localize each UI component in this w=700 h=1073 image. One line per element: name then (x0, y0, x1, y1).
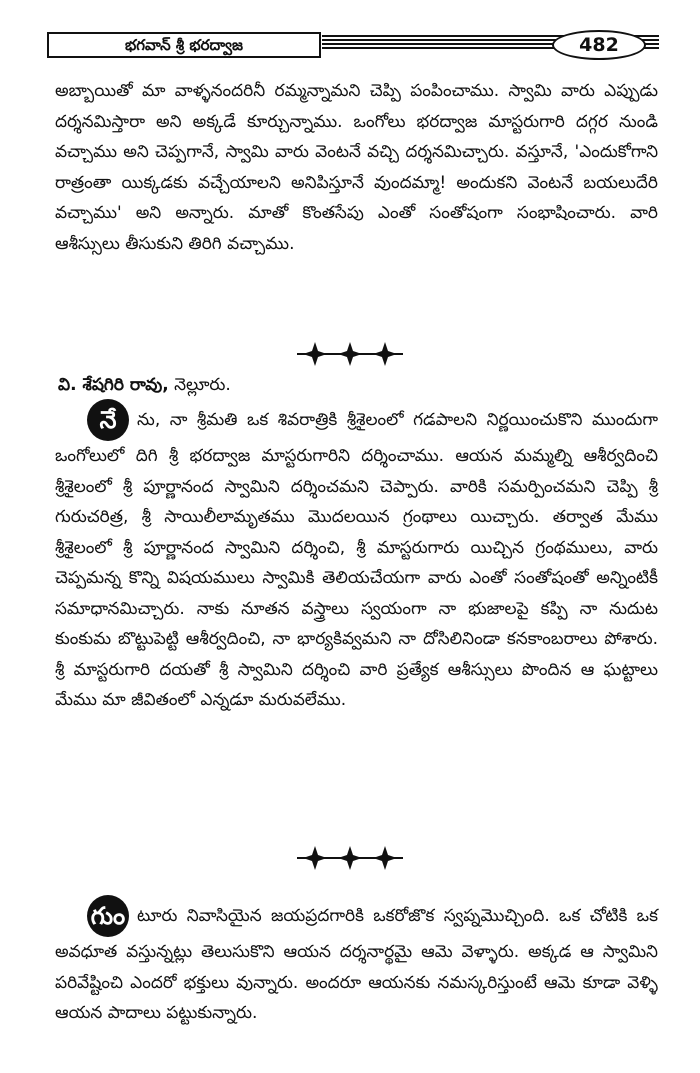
section-separator-ornament (297, 342, 403, 366)
page-number: 482 (552, 30, 646, 60)
story-body: టూరు నివాసియైన జయప్రదగారికి ఒకరోజొక స్వప్నమొచ్చింది. ఒక చోటికి ఒక అవధూత వస్తున్నట్లు తెలుసుకొని ఆయన దర్శనార్థమై ఆమె వెళ్ళారు. అక్కడ ఆ స్వామిని పరివేష్టించి ఎందరో భక్తులు వున్నారు. అందరూ ఆయనకు నమస్కరిస్తుంటే ఆమె కూడా వెళ్ళి ఆయన పాదాలు పట్టుకున్నారు. (55, 906, 658, 1023)
author-place: నెల్లూరు. (168, 375, 231, 395)
running-header (47, 30, 659, 58)
story-paragraph (55, 895, 658, 1029)
author-name: వి. శేషగిరి రావు, (58, 375, 169, 395)
drop-cap: గుం (87, 895, 129, 937)
testimonial-paragraph (55, 399, 658, 716)
book-title: భగవాన్ శ్రీ భరద్వాజ (47, 32, 321, 58)
paragraph-continued: అబ్బాయితో మా వాళ్ళనందరినీ రమ్మన్నామని చెప్పి పంపించాము. స్వామి వారు ఎప్పుడు దర్శనమిస్తారా అని అక్కడే కూర్చున్నాము. ఒంగోలు భరద్వాజ మాస్టరుగారి దగ్గర నుండి వచ్చాము అని చెప్పగానే, స్వామి వారు వెంటనే వచ్చి దర్శనమిచ్చారు. వస్తూనే, 'ఎందుకోగాని రాత్రంతా యిక్కడకు వచ్చేయాలని అనిపిస్తూనే వుందమ్మా! అందుకని వెంటనే బయలుదేరి వచ్చాము' అని అన్నారు. మాతో కొంతసేపు ఎంతో సంతోషంగా సంభాషించారు. వారి ఆశీస్సులు తీసుకుని తిరిగి వచ్చాము. (55, 81, 658, 254)
testimonial-author (58, 370, 231, 400)
drop-cap: నే (87, 399, 129, 441)
testimonial-body: ను, నా శ్రీమతి ఒక శివరాత్రికి శ్రీశైలంలో గడపాలని నిర్ణయించుకొని ముందుగా ఒంగోలులో దిగి శ్రీ భరద్వాజ మాస్టరుగారిని దర్శించాము. ఆయన మమ్మల్ని ఆశీర్వదించి శ్రీశైలంలో శ్రీ పూర్ణానంద స్వామిని దర్శించమని చెప్పారు. వారికి సమర్పించమని చెప్పి శ్రీ గురుచరిత్ర, శ్రీ సాయిలీలామృతము మొదలయిన గ్రంథాలు యిచ్చారు. తర్వాత మేము శ్రీశైలంలో శ్రీ పూర్ణానంద స్వామిని దర్శించి, శ్రీ మాస్టరుగారు యిచ్చిన గ్రంథములు, వారు చెప్పమన్న కొన్ని విషయములు స్వామికి తెలియచేయగా వారు ఎంతో సంతోషంతో అన్నింటికీ సమాధానమిచ్చారు. నాకు నూతన వస్త్రాలు స్వయంగా నా భుజాలపై కప్పి నా నుదుట కుంకుమ బొట్టుపెట్టి ఆశీర్వదించి, నా భార్యకివ్వమని నా దోసిలినిండా కనకాంబరాలు పోశారు. శ్రీ మాస్టరుగారి దయతో శ్రీ స్వామిని దర్శించి వారి ప్రత్యేక ఆశీస్సులు పొందిన ఆ ఘట్టాలు మేము మా జీవితంలో ఎన్నడూ మరువలేము. (55, 410, 659, 710)
section-separator-ornament (297, 846, 403, 870)
